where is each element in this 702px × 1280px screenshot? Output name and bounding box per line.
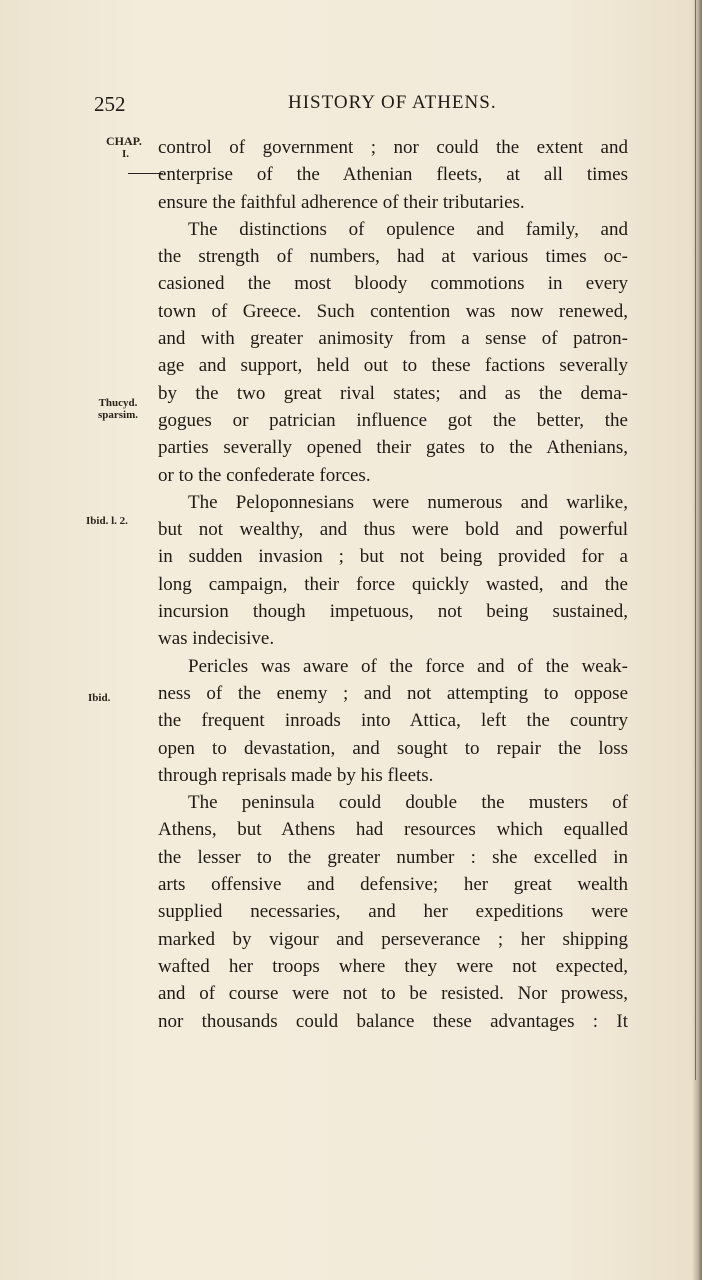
margin-note-thucyd [88,397,148,421]
running-head: HISTORY OF ATHENS. [288,92,497,113]
text-line: The Peloponnesians were numerous and warlike, [188,491,628,513]
text-line: but not wealthy, and thus were bold and powerful [158,519,628,541]
body-text [158,134,628,1035]
page-edge-line [695,0,696,1080]
text-line: by the two great rival states; and as the dema- [158,382,628,404]
text-line: casioned the most bloody commotions in every [158,273,628,295]
text-line: enterprise of the Athenian fleets, at all times [158,164,628,186]
text-line: Pericles was aware of the force and of the weak- [188,655,628,677]
text-line: town of Greece. Such contention was now renewed, [158,300,628,322]
margin-note-thucyd-line2: sparsim. [97,409,139,421]
margin-chapter-number: I. [122,148,130,160]
text-line: the strength of numbers, had at various times oc- [158,246,628,268]
margin-note-thucyd-line1: Thucyd. [98,397,138,409]
text-line: or to the confederate forces. [158,464,371,486]
margin-note-ibid: Ibid. [88,692,111,704]
page-header [94,92,544,122]
page-edge-shadow [692,0,702,1280]
text-line: incursion though impetuous, not being sustained, [158,601,628,623]
text-line: long campaign, their force quickly wasted, and the [158,573,628,595]
text-line: and of course were not to be resisted. Nor prowess, [158,983,628,1005]
text-line: The distinctions of opulence and family, and [188,218,628,240]
text-line: nor thousands could balance these advantages : It [158,1010,628,1032]
text-line: supplied necessaries, and her expeditions were [158,901,628,923]
text-line: The peninsula could double the musters of [188,792,628,814]
text-line: and with greater animosity from a sense of patron- [158,328,628,350]
text-line: the frequent inroads into Attica, left the country [158,710,628,732]
text-line: was indecisive. [158,628,275,650]
text-line: control of government ; nor could the extent and [158,137,628,158]
text-line: gogues or patrician influence got the better, the [158,409,628,431]
text-line: the lesser to the greater number : she excelled in [158,846,628,868]
text-line: open to devastation, and sought to repair the loss [158,737,628,759]
margin-chapter-label: CHAP. [106,134,142,148]
margin-note-ibid-l2: Ibid. l. 2. [86,515,128,527]
text-line: arts offensive and defensive; her great wealth [158,874,628,896]
text-line: parties severally opened their gates to the Athenians, [158,437,628,459]
text-line: ensure the faithful adherence of their tributaries. [158,191,525,213]
page-number: 252 [94,92,126,116]
text-line: marked by vigour and perseverance ; her shipping [158,928,628,950]
text-line: ness of the enemy ; and not attempting to oppose [158,682,628,704]
text-line: in sudden invasion ; but not being provided for a [158,546,628,568]
text-line: wafted her troops where they were not expected, [158,955,628,977]
text-line: through reprisals made by his fleets. [158,764,434,786]
text-line: age and support, held out to these factions severally [158,355,628,377]
text-line: Athens, but Athens had resources which equalled [158,819,628,841]
